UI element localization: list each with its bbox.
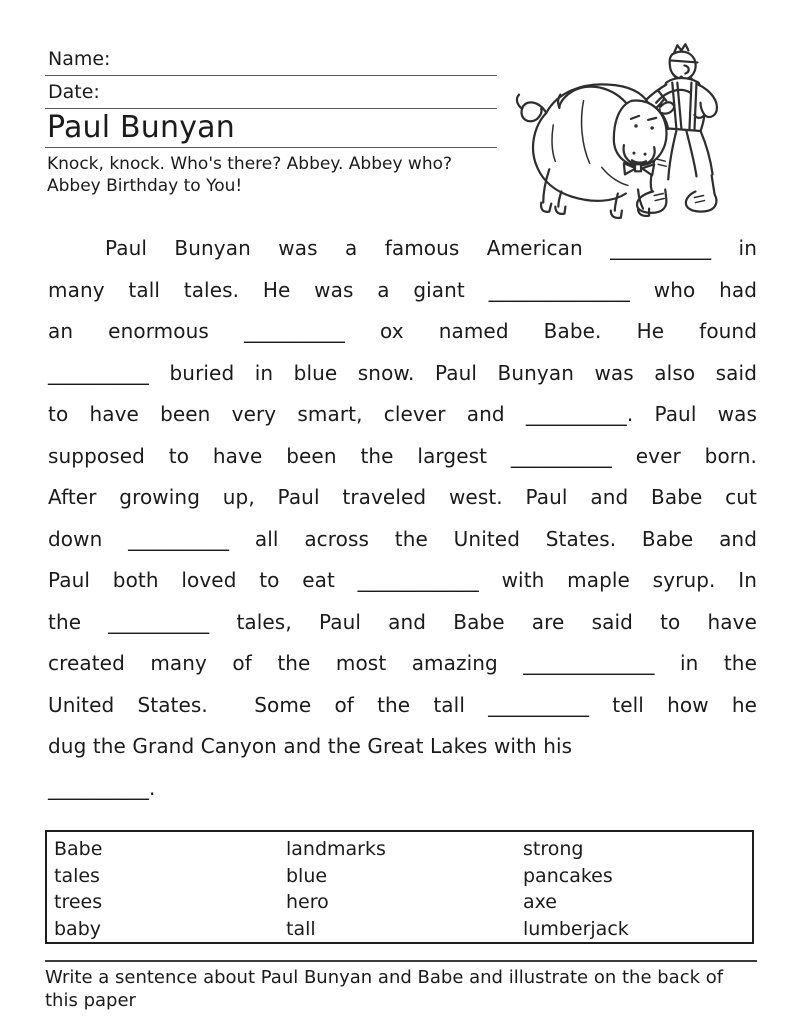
word-bank-word: strong bbox=[523, 838, 584, 860]
date-field-line bbox=[45, 76, 497, 109]
word-bank-column-1 bbox=[54, 836, 286, 942]
word-bank-word: baby bbox=[54, 917, 102, 940]
story-line: Paul Bunyan was a famous American __________ in bbox=[105, 236, 757, 260]
joke-line-2: Abbey Birthday to You! bbox=[47, 176, 243, 196]
page-title: Paul Bunyan bbox=[47, 110, 235, 145]
story-line: Paul both loved to eat ____________ with maple syrup. In bbox=[48, 568, 757, 592]
story-line: many tall tales. He was a giant ______________ who had bbox=[48, 277, 757, 302]
word-bank-word: Babe bbox=[54, 838, 103, 860]
story-line: created many of the most amazing _____________ in the bbox=[48, 651, 757, 675]
word-bank-word: axe bbox=[523, 891, 557, 913]
date-label: Date: bbox=[48, 81, 100, 103]
joke-text bbox=[45, 153, 497, 197]
paul-bunyan-babe-illustration bbox=[513, 40, 760, 224]
story-line: down __________ all across the United States. Babe and bbox=[48, 526, 757, 551]
story-line: the __________ tales, Paul and Babe are said to have bbox=[48, 609, 757, 634]
word-bank-word: tall bbox=[286, 917, 316, 940]
header bbox=[45, 46, 497, 197]
paul-bunyan-babe-drawing-icon bbox=[513, 40, 760, 224]
name-label: Name: bbox=[48, 48, 111, 70]
story-line: to have been very smart, clever and __________. Paul was bbox=[48, 402, 757, 426]
word-bank-word: lumberjack bbox=[523, 917, 629, 940]
story-line: an enormous __________ ox named Babe. He found bbox=[48, 319, 757, 343]
footer-instruction: Write a sentence about Paul Bunyan and Babe and illustrate on the back of this paper bbox=[45, 967, 724, 1011]
story-line: dug the Grand Canyon and the Great Lakes with his bbox=[48, 734, 573, 758]
word-bank-word: landmarks bbox=[286, 838, 386, 860]
word-bank-word: hero bbox=[286, 891, 329, 913]
word-bank-word: trees bbox=[54, 891, 103, 913]
word-bank-word: blue bbox=[286, 864, 328, 887]
name-field-line bbox=[45, 46, 497, 76]
word-bank-column-3 bbox=[523, 836, 629, 942]
word-bank-column-2 bbox=[286, 836, 523, 942]
footer bbox=[45, 960, 757, 1012]
joke-line-1: Knock, knock. Who's there? Abbey. Abbey who? bbox=[47, 154, 453, 174]
story-line: supposed to have been the largest __________ ever born. bbox=[48, 443, 757, 468]
story-line: __________ buried in blue snow. Paul Bunyan was also said bbox=[48, 360, 757, 385]
word-bank bbox=[45, 830, 754, 944]
story-line: After growing up, Paul traveled west. Paul and Babe cut bbox=[48, 485, 757, 509]
word-bank-word: pancakes bbox=[523, 864, 613, 887]
story-line: __________. bbox=[48, 775, 156, 800]
worksheet-title-row bbox=[45, 109, 497, 148]
word-bank-word: tales bbox=[54, 864, 100, 887]
story-paragraph bbox=[48, 228, 757, 809]
story-line: United States. Some of the tall __________ tell how he bbox=[48, 692, 757, 717]
